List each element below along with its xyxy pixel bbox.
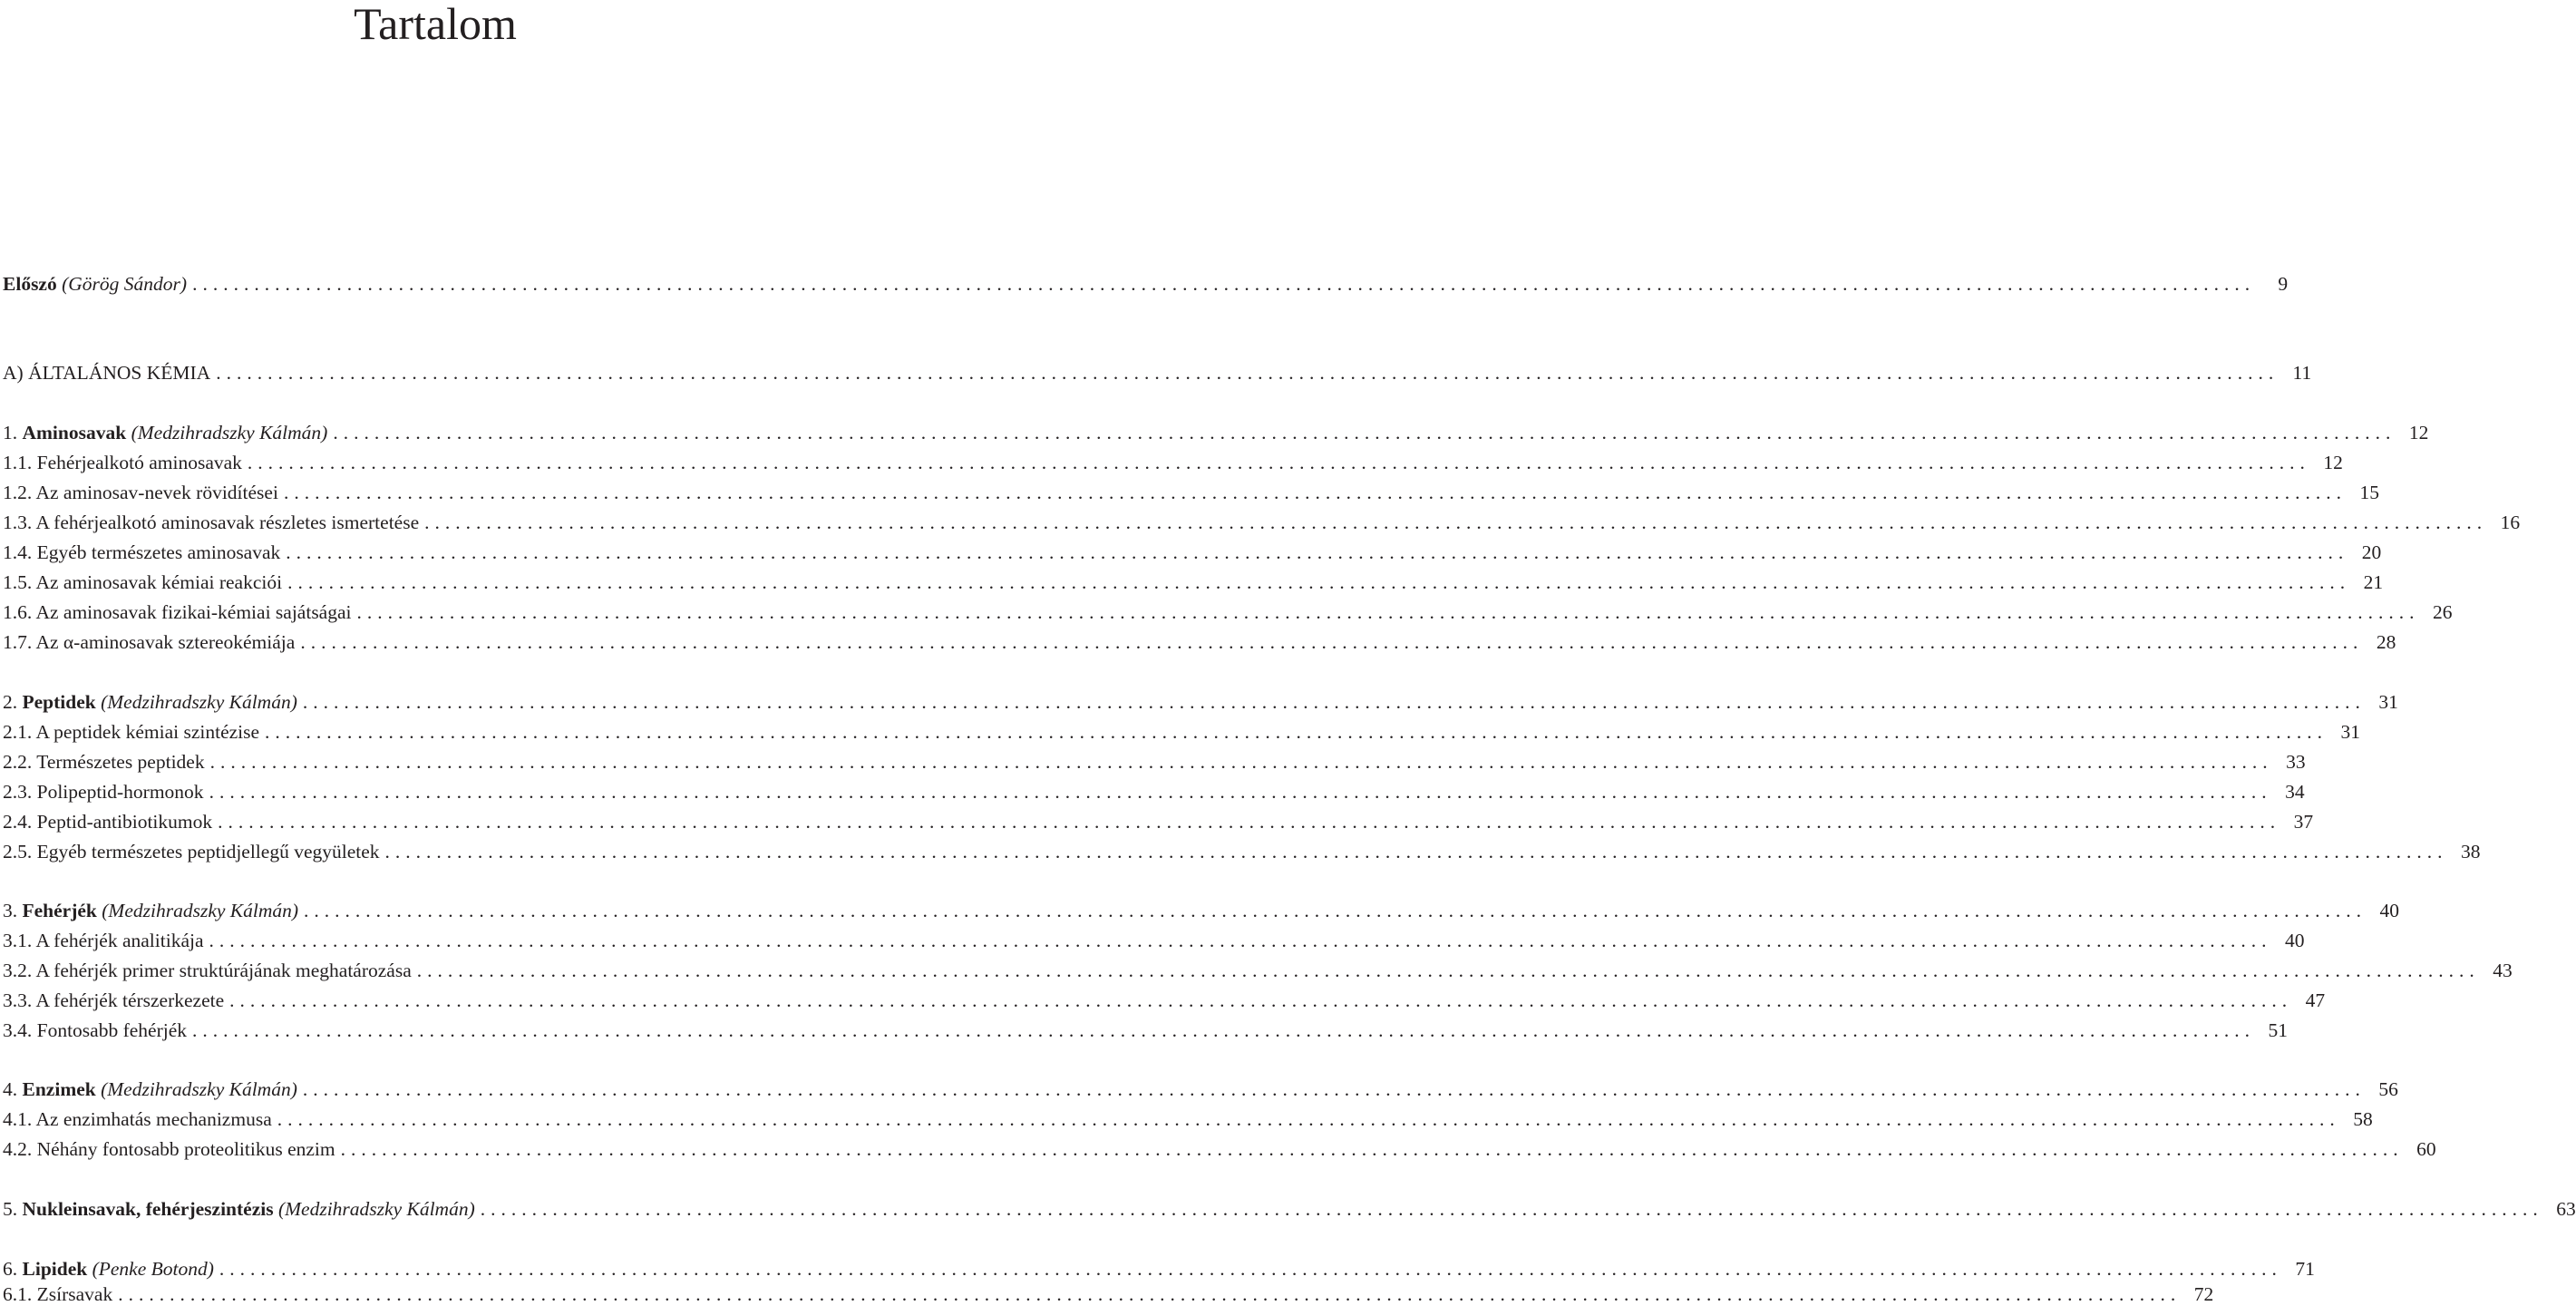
dot-leader: ........................................................................................................................................................................................................ bbox=[192, 273, 2256, 295]
dot-leader: ........................................................................................................................................................................................................ bbox=[424, 512, 2488, 533]
dot-leader: ........................................................................................................................................................................................................ bbox=[356, 601, 2420, 623]
dot-leader: ........................................................................................................................................................................................................ bbox=[216, 362, 2280, 384]
toc-entry-6-1[interactable] bbox=[3, 1279, 2214, 1306]
toc-entry-2-1[interactable] bbox=[3, 716, 2361, 744]
page-number: 15 bbox=[2359, 482, 2379, 503]
page-number: 43 bbox=[2493, 960, 2513, 981]
dot-leader: ........................................................................................................................................................................................................ bbox=[300, 631, 2364, 653]
toc-entry-2-4[interactable] bbox=[3, 806, 2314, 833]
entry-label: 2.1. A peptidek kémiai szintézise bbox=[3, 721, 260, 743]
entry-label: 3. Fehérjék (Medzihradszky Kálmán) bbox=[3, 900, 299, 921]
dot-leader: ........................................................................................................................................................................................................ bbox=[192, 1019, 2256, 1041]
toc-entry-3-3[interactable] bbox=[3, 985, 2326, 1012]
page-number: 20 bbox=[2361, 541, 2382, 563]
toc-entry-eloszo[interactable] bbox=[3, 268, 2289, 296]
entry-label: 2.5. Egyéb természetes peptidjellegű vegyületek bbox=[3, 841, 380, 863]
dot-leader: ........................................................................................................................................................................................................ bbox=[302, 1078, 2366, 1100]
entry-label: 5. Nukleinsavak, fehérjeszintézis (Medzihradszky Kálmán) bbox=[3, 1198, 475, 1220]
entry-label: 6.1. Zsírsavak bbox=[3, 1283, 113, 1305]
page-number: 38 bbox=[2461, 841, 2481, 863]
toc-entry-3-2[interactable] bbox=[3, 955, 2513, 982]
entry-label: A) ÁLTALÁNOS KÉMIA bbox=[3, 362, 211, 384]
toc-entry-1-3[interactable] bbox=[3, 507, 2521, 534]
dot-leader: ........................................................................................................................................................................................................ bbox=[304, 900, 2367, 921]
dot-leader: ........................................................................................................................................................................................................ bbox=[340, 1138, 2404, 1160]
page-title: Tartalom bbox=[354, 0, 517, 49]
entry-label: 4. Enzimek (Medzihradszky Kálmán) bbox=[3, 1078, 297, 1100]
dot-leader: ........................................................................................................................................................................................................ bbox=[286, 541, 2349, 563]
page-number: 9 bbox=[2278, 273, 2289, 295]
toc-entry-2-2[interactable] bbox=[3, 746, 2306, 774]
dot-leader: ........................................................................................................................................................................................................ bbox=[283, 482, 2347, 503]
page-number: 21 bbox=[2363, 571, 2384, 593]
entry-label: 4.1. Az enzimhatás mechanizmusa bbox=[3, 1108, 272, 1130]
dot-leader: ........................................................................................................................................................................................................ bbox=[480, 1198, 2543, 1220]
dot-leader: ........................................................................................................................................................................................................ bbox=[287, 571, 2351, 593]
dot-leader: ........................................................................................................................................................................................................ bbox=[333, 422, 2396, 443]
dot-leader: ........................................................................................................................................................................................................ bbox=[219, 1258, 2282, 1280]
page-number: 12 bbox=[2408, 422, 2429, 443]
page-number: 47 bbox=[2305, 989, 2326, 1011]
page-number: 31 bbox=[2378, 691, 2398, 713]
entry-label: 3.3. A fehérjék térszerkezete bbox=[3, 989, 225, 1011]
dot-leader: ........................................................................................................................................................................................................ bbox=[277, 1108, 2340, 1130]
entry-label: 3.4. Fontosabb fehérjék bbox=[3, 1019, 188, 1041]
toc-entry-chapter-2[interactable] bbox=[3, 687, 2398, 714]
entry-label: 2. Peptidek (Medzihradszky Kálmán) bbox=[3, 691, 297, 713]
entry-label: 2.4. Peptid-antibiotikumok bbox=[3, 811, 213, 833]
toc-entry-chapter-3[interactable] bbox=[3, 895, 2400, 922]
entry-label: 1. Aminosavak (Medzihradszky Kálmán) bbox=[3, 422, 328, 443]
toc-entry-2-5[interactable] bbox=[3, 836, 2481, 863]
dot-leader: ........................................................................................................................................................................................................ bbox=[209, 751, 2273, 773]
dot-leader: ........................................................................................................................................................................................................ bbox=[265, 721, 2328, 743]
entry-label: 1.5. Az aminosavak kémiai reakciói bbox=[3, 571, 283, 593]
toc-entry-1-6[interactable] bbox=[3, 597, 2453, 624]
entry-label: 1.7. Az α-aminosavak sztereokémiája bbox=[3, 631, 296, 653]
dot-leader: ........................................................................................................................................................................................................ bbox=[416, 960, 2480, 981]
page-number: 37 bbox=[2293, 811, 2314, 833]
page-number: 12 bbox=[2323, 452, 2343, 473]
dot-leader: ........................................................................................................................................................................................................ bbox=[209, 930, 2272, 951]
entry-label: 1.4. Egyéb természetes aminosavak bbox=[3, 541, 281, 563]
toc-entry-chapter-4[interactable] bbox=[3, 1074, 2398, 1101]
entry-label: 3.2. A fehérjék primer struktúrájának meghatározása bbox=[3, 960, 412, 981]
toc-entry-chapter-5[interactable] bbox=[3, 1194, 2576, 1221]
toc-entry-1-7[interactable] bbox=[3, 627, 2396, 654]
toc-entry-4-1[interactable] bbox=[3, 1104, 2373, 1131]
page-number: 71 bbox=[2295, 1258, 2315, 1280]
dot-leader: ........................................................................................................................................................................................................ bbox=[229, 989, 2293, 1011]
dot-leader: ........................................................................................................................................................................................................ bbox=[218, 811, 2281, 833]
page-number: 40 bbox=[2379, 900, 2400, 921]
entry-label: 2.2. Természetes peptidek bbox=[3, 751, 205, 773]
toc-entry-1-2[interactable] bbox=[3, 477, 2379, 504]
dot-leader: ........................................................................................................................................................................................................ bbox=[209, 781, 2272, 803]
dot-leader: ........................................................................................................................................................................................................ bbox=[302, 691, 2366, 713]
entry-label: 1.3. A fehérjealkotó aminosavak részletes ismertetése bbox=[3, 512, 420, 533]
page-number: 40 bbox=[2285, 930, 2305, 951]
page-number: 60 bbox=[2416, 1138, 2436, 1160]
entry-label: 1.6. Az aminosavak fizikai-kémiai sajátságai bbox=[3, 601, 352, 623]
entry-label: 4.2. Néhány fontosabb proteolitikus enzim bbox=[3, 1138, 335, 1160]
entry-label: 1.1. Fehérjealkotó aminosavak bbox=[3, 452, 242, 473]
toc-entry-3-1[interactable] bbox=[3, 925, 2305, 952]
dot-leader: ........................................................................................................................................................................................................ bbox=[384, 841, 2448, 863]
page-number: 28 bbox=[2376, 631, 2396, 653]
page-number: 33 bbox=[2286, 751, 2306, 773]
page-number: 63 bbox=[2556, 1198, 2576, 1220]
page-number: 51 bbox=[2268, 1019, 2289, 1041]
dot-leader: ........................................................................................................................................................................................................ bbox=[247, 452, 2310, 473]
toc-entry-chapter-1[interactable] bbox=[3, 417, 2429, 444]
toc-entry-part-a[interactable] bbox=[3, 357, 2312, 385]
page-number: 26 bbox=[2433, 601, 2453, 623]
toc-entry-1-1[interactable] bbox=[3, 447, 2343, 474]
page-number: 56 bbox=[2378, 1078, 2398, 1100]
entry-label: Előszó (Görög Sándor) bbox=[3, 273, 188, 295]
entry-label: 3.1. A fehérjék analitikája bbox=[3, 930, 204, 951]
toc-entry-chapter-6[interactable] bbox=[3, 1253, 2315, 1281]
toc-entry-1-4[interactable] bbox=[3, 537, 2382, 564]
toc-entry-3-4[interactable] bbox=[3, 1015, 2289, 1042]
page-number: 58 bbox=[2353, 1108, 2373, 1130]
toc-entry-4-2[interactable] bbox=[3, 1134, 2436, 1161]
page-number: 11 bbox=[2292, 362, 2312, 384]
entry-label: 1.2. Az aminosav-nevek rövidítései bbox=[3, 482, 278, 503]
entry-label: 6. Lipidek (Penke Botond) bbox=[3, 1258, 214, 1280]
page-number: 72 bbox=[2193, 1283, 2214, 1305]
toc-entry-2-3[interactable] bbox=[3, 776, 2305, 804]
page-number: 16 bbox=[2500, 512, 2521, 533]
page-number: 34 bbox=[2285, 781, 2305, 803]
toc-entry-1-5[interactable] bbox=[3, 567, 2384, 594]
dot-leader: ........................................................................................................................................................................................................ bbox=[118, 1283, 2182, 1305]
entry-label: 2.3. Polipeptid-hormonok bbox=[3, 781, 204, 803]
page-number: 31 bbox=[2340, 721, 2361, 743]
